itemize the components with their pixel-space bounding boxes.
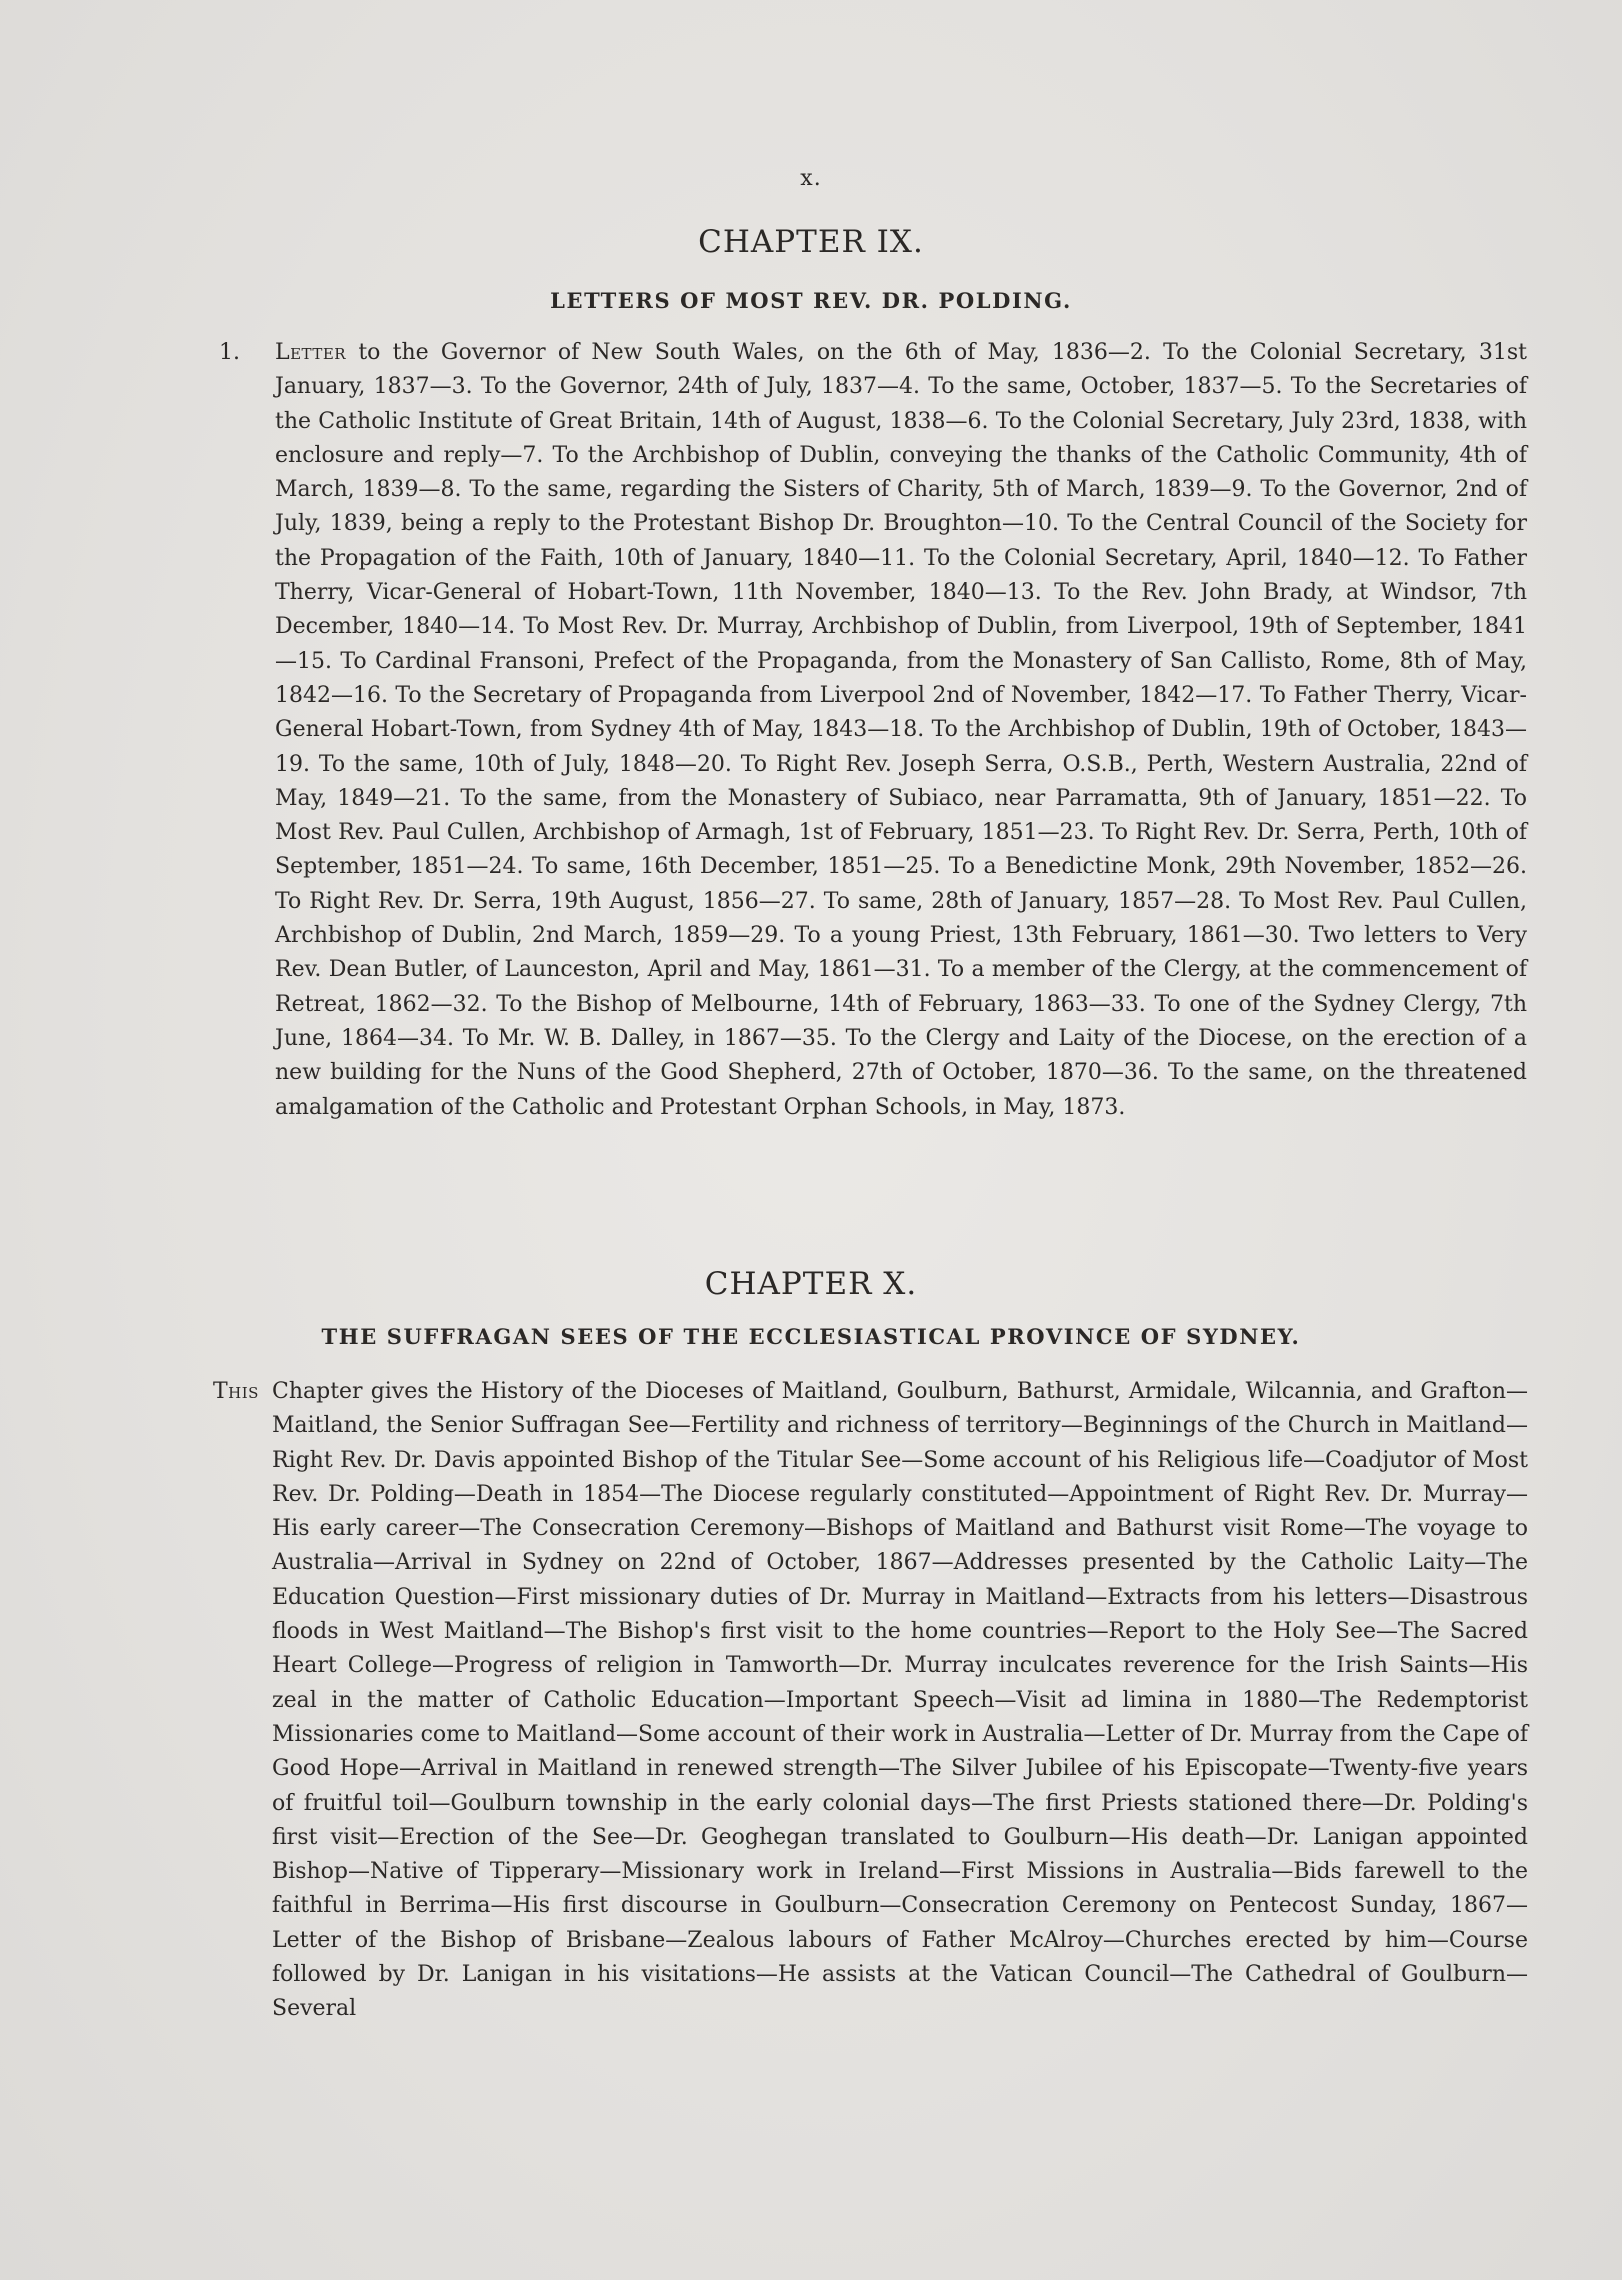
chapter-10-lead-word: This — [213, 1379, 259, 1404]
chapter-9-subtitle: LETTERS OF MOST REV. DR. POLDING. — [550, 288, 1072, 313]
chapter-9-title: CHAPTER IX. — [698, 224, 924, 260]
chapter-9-letters-list — [275, 336, 1527, 1125]
chapter-10-subtitle: THE SUFFRAGAN SEES OF THE ECCLESIASTICAL PROVINCE OF SYDNEY. — [321, 1324, 1301, 1349]
chapter-9-lead-word: Letter — [275, 340, 347, 365]
chapter-10-summary — [272, 1375, 1528, 2027]
item-number: 1. — [219, 340, 240, 365]
chapter-10-title: CHAPTER X. — [704, 1266, 918, 1302]
chapter-9-item-number — [219, 336, 240, 370]
chapter-10-text: Chapter gives the History of the Dioceses of Maitland, Goulburn, Bathurst, Armidale, Wilcannia, and Grafton—Maitland, the Senior Suffragan See—Fertility and richness of territory—Beginnings of the Church in Maitland—Right Rev. Dr. Davis appointed Bishop of the Titular See—Some account of his Religious life—Coadjutor of Most Rev. Dr. Polding—Death in 1854—The Diocese regularly constituted—Appointment of Right Rev. Dr. Murray—His early career—The Consecration Ceremony—Bishops of Maitland and Bathurst visit Rome—The voyage to Australia—Arrival in Sydney on 22nd of October, 1867—Addresses presented by the Catholic Laity—The Education Question—First missionary duties of Dr. Murray in Maitland—Extracts from his letters—Disastrous floods in West Maitland—The Bishop's first visit to the home countries—Report to the Holy See—The Sacred Heart College—Progress of religion in Tamworth—Dr. Murray inculcates reverence for the Irish Saints—His zeal in the matter of Catholic Education—Important Speech—Visit ad limina in 1880—The Redemptorist Missionaries come to Maitland—Some account of their work in Australia—Letter of Dr. Murray from the Cape of Good Hope—Arrival in Maitland in renewed strength—The Silver Jubilee of his Episcopate—Twenty-five years of fruitful toil—Goulburn township in the early colonial days—The first Priests stationed there—Dr. Polding's first visit—Erection of the See—Dr. Geoghegan translated to Goulburn—His death—Dr. Lanigan appointed Bishop—Native of Tipperary—Missionary work in Ireland—First Missions in Australia—Bids farewell to the faithful in Berrima—His first discourse in Goulburn—Consecration Ceremony on Pentecost Sunday, 1867—Letter of the Bishop of Brisbane—Zealous labours of Father McAlroy—Churches erected by him—Course followed by Dr. Lanigan in his visitations—He assists at the Vatican Council—The Cathedral of Goulburn—Several — [272, 1379, 1528, 2022]
chapter-10-lead — [213, 1375, 259, 1409]
page-number: x. — [800, 166, 822, 191]
chapter-9-text: to the Governor of New South Wales, on the 6th of May, 1836—2. To the Colonial Secretary, 31st January, 1837—3. To the Governor, 24th of July, 1837—4. To the same, October, 1837—5. To the Secretaries of the Catholic Institute of Great Britain, 14th of August, 1838—6. To the Colonial Secretary, July 23rd, 1838, with enclosure and reply—7. To the Archbishop of Dublin, conveying the thanks of the Catholic Community, 4th of March, 1839—8. To the same, regarding the Sisters of Charity, 5th of March, 1839—9. To the Governor, 2nd of July, 1839, being a reply to the Protestant Bishop Dr. Broughton—10. To the Central Council of the Society for the Propagation of the Faith, 10th of January, 1840—11. To the Colonial Secretary, April, 1840—12. To Father Therry, Vicar-General of Hobart-Town, 11th November, 1840—13. To the Rev. John Brady, at Windsor, 7th December, 1840—14. To Most Rev. Dr. Murray, Archbishop of Dublin, from Liverpool, 19th of September, 1841—15. To Cardinal Fransoni, Prefect of the Propaganda, from the Monastery of San Callisto, Rome, 8th of May, 1842—16. To the Secretary of Propaganda from Liverpool 2nd of November, 1842—17. To Father Therry, Vicar-General Hobart-Town, from Sydney 4th of May, 1843—18. To the Archbishop of Dublin, 19th of October, 1843—19. To the same, 10th of July, 1848—20. To Right Rev. Joseph Serra, O.S.B., Perth, Western Australia, 22nd of May, 1849—21. To the same, from the Monastery of Subiaco, near Parramatta, 9th of January, 1851—22. To Most Rev. Paul Cullen, Archbishop of Armagh, 1st of February, 1851—23. To Right Rev. Dr. Serra, Perth, 10th of September, 1851—24. To same, 16th December, 1851—25. To a Benedictine Monk, 29th November, 1852—26. To Right Rev. Dr. Serra, 19th August, 1856—27. To same, 28th of January, 1857—28. To Most Rev. Paul Cullen, Archbishop of Dublin, 2nd March, 1859—29. To a young Priest, 13th February, 1861—30. Two letters to Very Rev. Dean Butler, of Launceston, April and May, 1861—31. To a member of the Clergy, at the commencement of Retreat, 1862—32. To the Bishop of Melbourne, 14th of February, 1863—33. To one of the Sydney Clergy, 7th June, 1864—34. To Mr. W. B. Dalley, in 1867—35. To the Clergy and Laity of the Diocese, on the erection of a new building for the Nuns of the Good Shepherd, 27th of October, 1870—36. To the same, on the threatened amalgamation of the Catholic and Protestant Orphan Schools, in May, 1873. — [275, 340, 1527, 1120]
